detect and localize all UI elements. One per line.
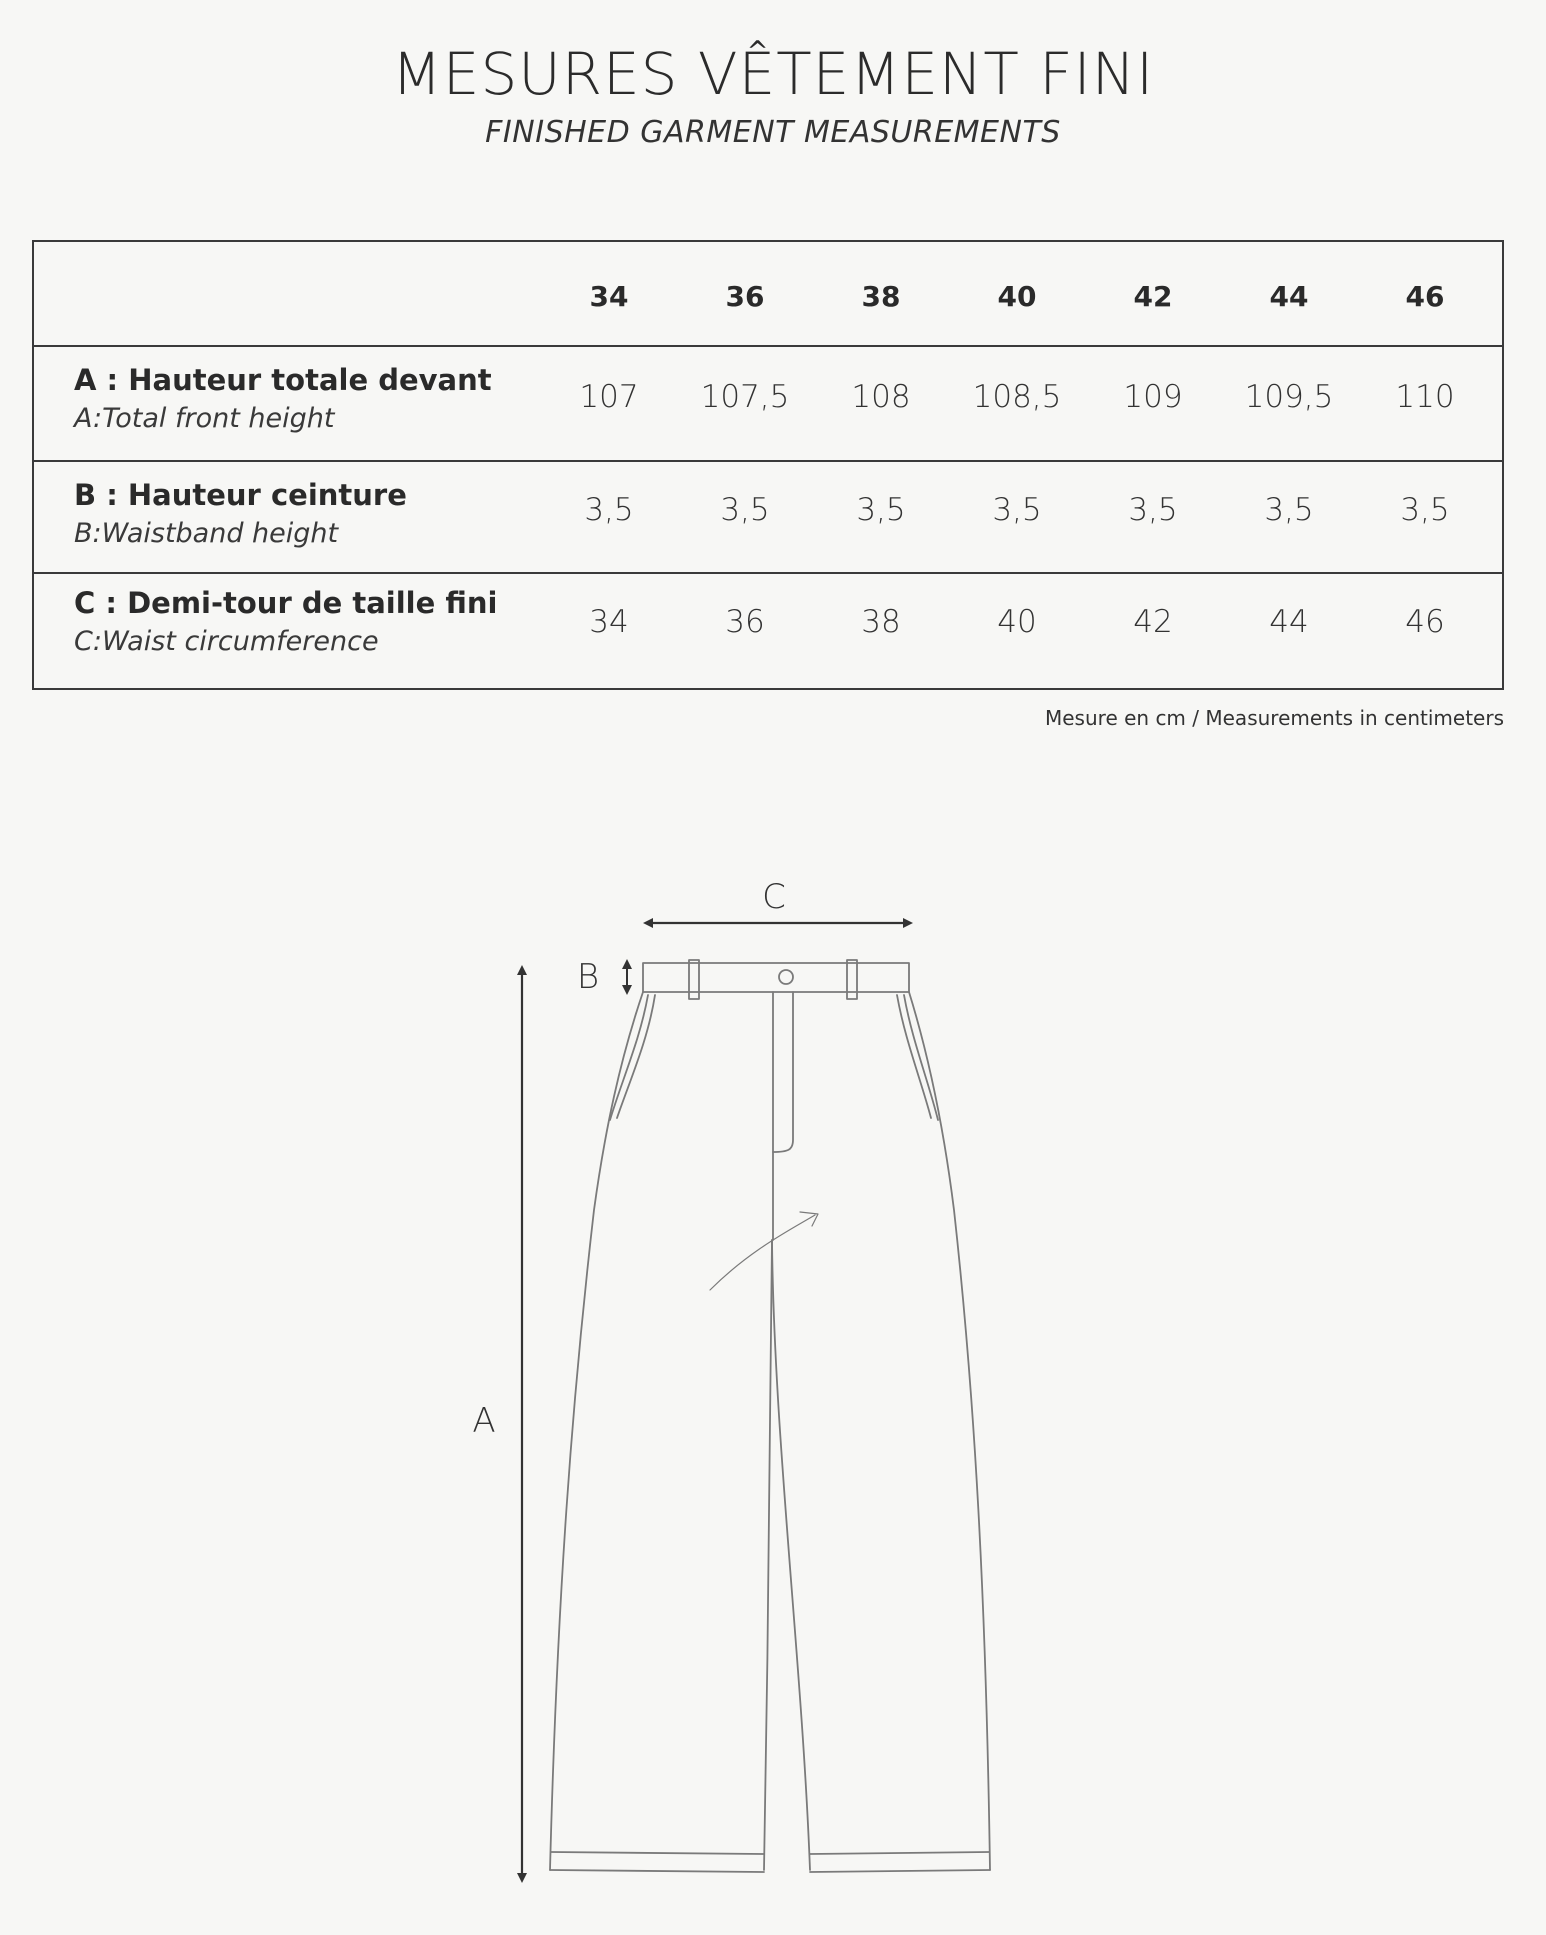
row-label-en: B:Waistband height xyxy=(74,518,339,549)
table-cell: 108 xyxy=(851,379,911,415)
belt-loop-right xyxy=(847,960,857,999)
size-header: 40 xyxy=(997,280,1037,313)
belt-loop-left xyxy=(689,960,699,999)
right-pocket xyxy=(904,995,938,1120)
table-cell: 3,5 xyxy=(1400,492,1450,528)
trousers-outline xyxy=(550,960,990,1872)
table-cell: 107 xyxy=(579,379,639,415)
table-cell: 36 xyxy=(725,604,765,640)
table-cell: 3,5 xyxy=(584,492,634,528)
row-label-fr: C : Demi-tour de taille fini xyxy=(74,586,498,620)
table-cell: 108,5 xyxy=(972,379,1062,415)
size-header: 44 xyxy=(1269,280,1309,313)
row-label-en: C:Waist circumference xyxy=(74,626,379,657)
page-title: MESURES VÊTEMENT FINI xyxy=(391,40,1155,108)
table-cell: 107,5 xyxy=(700,379,790,415)
table-cell: 3,5 xyxy=(992,492,1042,528)
row-label-fr: A : Hauteur totale devant xyxy=(74,363,492,397)
size-header: 46 xyxy=(1405,280,1445,313)
waist-button xyxy=(779,970,793,984)
table-cell: 3,5 xyxy=(1264,492,1314,528)
size-header: 42 xyxy=(1133,280,1173,313)
left-leg-outer xyxy=(550,992,643,1870)
table-cell: 44 xyxy=(1269,604,1309,640)
table-cell: 38 xyxy=(861,604,901,640)
table-cell: 109,5 xyxy=(1244,379,1334,415)
fly-stitch xyxy=(773,992,793,1152)
page-subtitle: FINISHED GARMENT MEASUREMENTS xyxy=(485,115,1061,150)
measure-b-label: B xyxy=(576,957,600,997)
right-leg-inner xyxy=(772,1240,810,1870)
left-leg-inner xyxy=(764,1240,772,1870)
size-header: 36 xyxy=(725,280,765,313)
waistband xyxy=(643,963,909,992)
units-note: Mesure en cm / Measurements in centimeters xyxy=(1045,706,1504,730)
left-hem xyxy=(550,1870,764,1872)
table-cell: 3,5 xyxy=(856,492,906,528)
table-cell: 34 xyxy=(589,604,629,640)
right-hem xyxy=(810,1870,990,1872)
table-cell: 109 xyxy=(1123,379,1183,415)
row-label-fr: B : Hauteur ceinture xyxy=(74,478,407,512)
table-cell: 3,5 xyxy=(1128,492,1178,528)
table-cell: 3,5 xyxy=(720,492,770,528)
right-hem-cuff xyxy=(810,1852,989,1854)
size-header: 38 xyxy=(861,280,901,313)
measure-c-label: C xyxy=(762,877,786,917)
table-cell: 40 xyxy=(997,604,1037,640)
table-cell: 42 xyxy=(1133,604,1173,640)
left-hem-cuff xyxy=(551,1852,764,1854)
size-header: 34 xyxy=(589,280,629,313)
table-cell: 110 xyxy=(1395,379,1455,415)
fold-crease xyxy=(710,1215,815,1290)
table-cell: 46 xyxy=(1405,604,1445,640)
left-pocket xyxy=(610,995,648,1120)
right-leg-outer xyxy=(909,992,990,1870)
row-label-en: A:Total front height xyxy=(74,403,335,434)
measure-a-label: A xyxy=(472,1401,496,1441)
